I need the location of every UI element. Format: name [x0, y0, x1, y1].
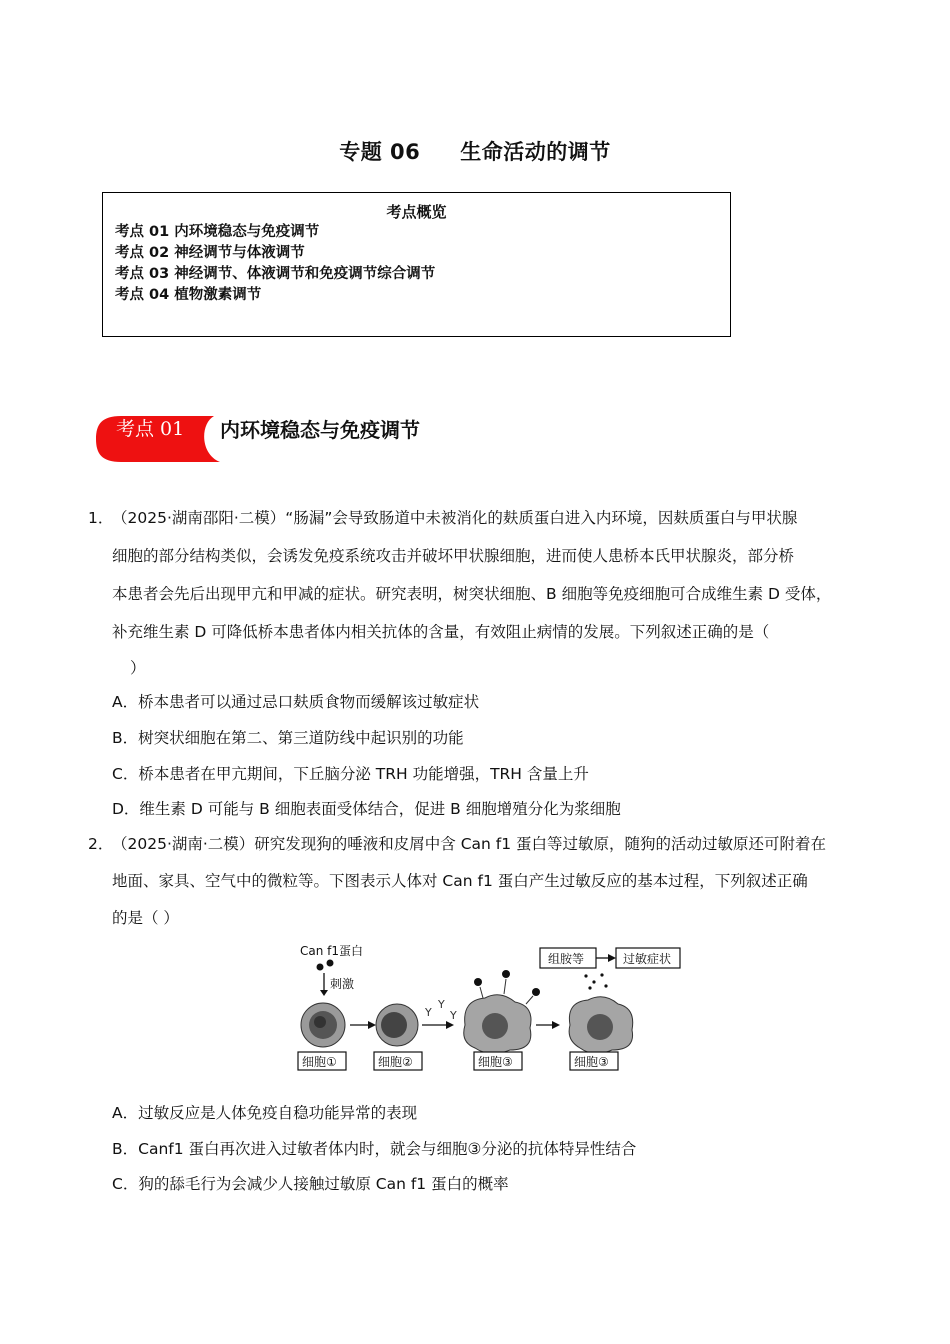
section-badge-label: 考点 01: [116, 418, 185, 440]
symptom-label: 过敏症状: [623, 952, 672, 966]
option-d: D．维生素 D 可能与 B 细胞表面受体结合，促进 B 细胞增殖分化为浆细胞: [112, 800, 621, 818]
option-c: C．狗的舔毛行为会减少人接触过敏原 Can f1 蛋白的概率: [112, 1175, 509, 1193]
title-text: 生命活动的调节: [460, 140, 611, 164]
cell-2-icon: [376, 1004, 418, 1046]
allergen-dot-icon: [327, 960, 334, 967]
cell-label: 细胞③: [574, 1055, 609, 1069]
title-number: 专题 06: [339, 140, 421, 164]
question-text-line: 补充维生素 D 可降低桥本患者体内相关抗体的含量，有效阻止病情的发展。下列叙述正确的是（: [112, 623, 770, 641]
question-text-line: 细胞的部分结构类似，会诱发免疫系统攻击并破坏甲状腺细胞，进而使人患桥本氏甲状腺炎，部分桥: [112, 547, 795, 565]
histamine-label: 组胺等: [548, 952, 585, 966]
overview-item: 考点 04 植物激素调节: [115, 287, 262, 303]
cell-label: 细胞①: [302, 1055, 337, 1069]
option-b: B．Canf1 蛋白再次进入过敏者体内时，就会与细胞③分泌的抗体特异性结合: [112, 1140, 637, 1158]
question-number: 1．: [88, 509, 114, 527]
question-text-line: （2025·湖南邵阳·二模）“肠漏”会导致肠道中未被消化的麸质蛋白进入内环境，因麸质蛋白与甲状腺: [112, 509, 798, 527]
allergy-process-figure: [290, 940, 690, 1075]
option-c: C．桥本患者在甲亢期间，下丘脑分泌 TRH 功能增强，TRH 含量上升: [112, 765, 589, 783]
antibody-icon: Y: [425, 1006, 432, 1019]
section-badge: [96, 414, 236, 464]
cell-3-icon: [464, 970, 540, 1054]
antibody-icon: Y: [438, 998, 445, 1011]
overview-heading: 考点概览: [386, 203, 447, 221]
cell-label: 细胞②: [378, 1055, 413, 1069]
overview-item: 考点 02 神经调节与体液调节: [115, 245, 305, 261]
overview-item: 考点 01 内环境稳态与免疫调节: [115, 224, 320, 240]
page-title: [0, 136, 950, 166]
allergen-label: Can f1蛋白: [300, 944, 364, 958]
stimulus-label: 刺激: [330, 977, 355, 991]
cell-3-degranulating-icon: [569, 973, 633, 1053]
allergen-dot-icon: [317, 964, 324, 971]
option-b: B．树突状细胞在第二、第三道防线中起识别的功能: [112, 729, 464, 747]
overview-box: [102, 192, 731, 337]
section-title: 内环境稳态与免疫调节: [220, 418, 420, 442]
question-text-line: 本患者会先后出现甲亢和甲减的症状。研究表明，树突状细胞、B 细胞等免疫细胞可合成维生素 D 受体，: [112, 585, 832, 603]
cell-label: 细胞③: [478, 1055, 513, 1069]
question-text-line: 地面、家具、空气中的微粒等。下图表示人体对 Can f1 蛋白产生过敏反应的基本过程，下列叙述正确: [112, 872, 808, 890]
question-text-line: （2025·湖南·二模）研究发现狗的唾液和皮屑中含 Can f1 蛋白等过敏原，随狗的活动过敏原还可附着在: [112, 835, 827, 853]
question-text-line: ）: [130, 659, 146, 677]
option-a: A．过敏反应是人体免疫自稳功能异常的表现: [112, 1104, 418, 1122]
antibody-icon: Y: [450, 1009, 457, 1022]
cell-1-icon: [301, 1003, 345, 1047]
overview-item: 考点 03 神经调节、体液调节和免疫调节综合调节: [115, 266, 436, 282]
question-number: 2．: [88, 835, 114, 853]
option-a: A．桥本患者可以通过忌口麸质食物而缓解该过敏症状: [112, 693, 480, 711]
question-text-line: 的是（ ）: [112, 909, 179, 927]
